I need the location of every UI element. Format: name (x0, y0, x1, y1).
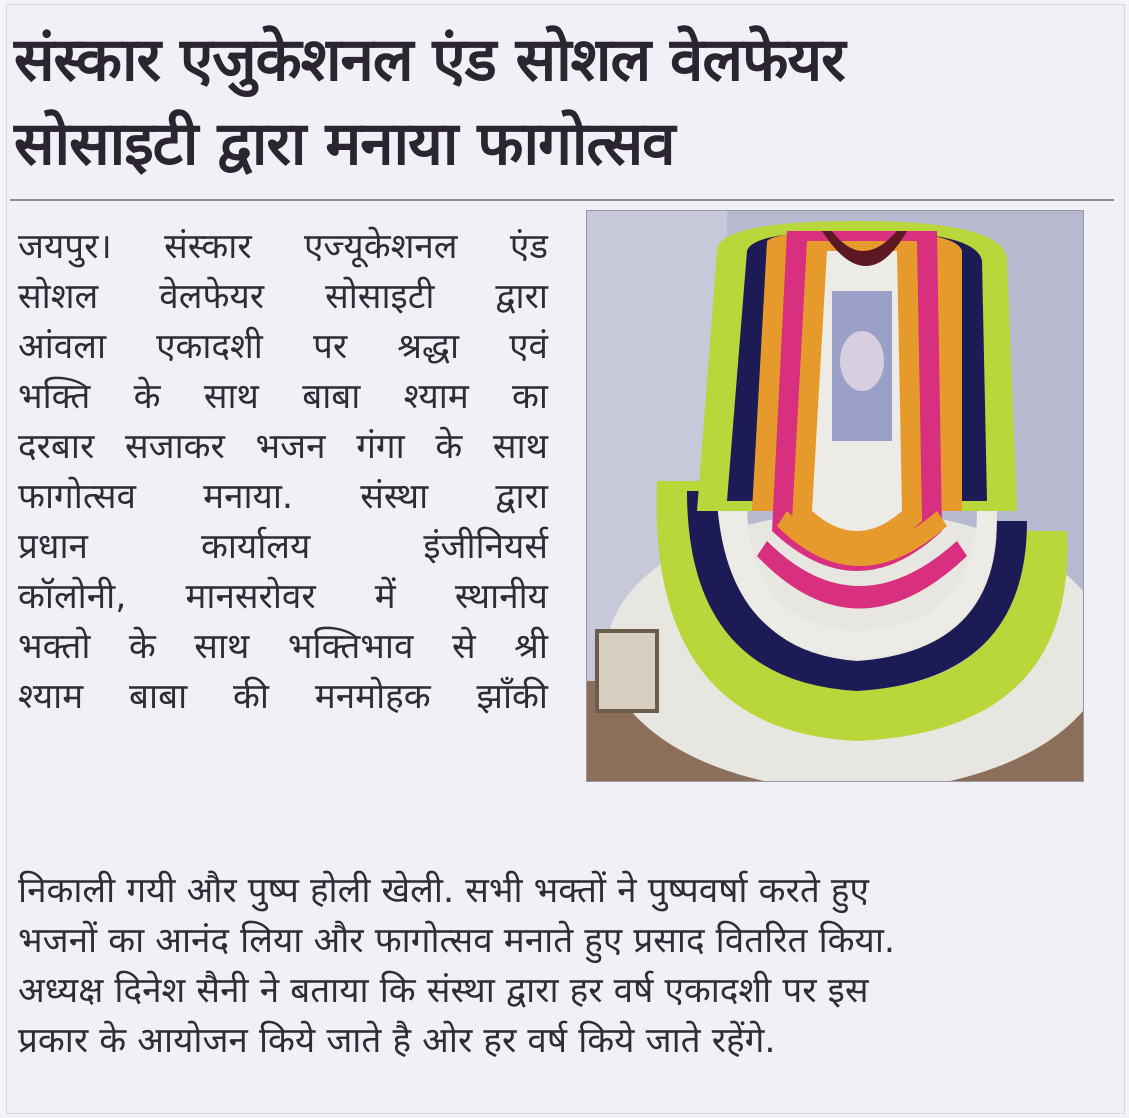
shrine-photo (586, 210, 1084, 782)
article-line: निकाली गयी और पुष्प होली खेली. सभी भक्तों ने पुष्पवर्षा करते हुए (18, 871, 869, 911)
article-column-text (18, 222, 548, 722)
article-line: प्रकार के आयोजन किये जाते है ओर हर वर्ष किये जाते रहेंगे. (18, 1021, 776, 1061)
article-line: भक्ति के साथ बाबा श्याम का (18, 377, 548, 417)
headline-divider (10, 199, 1114, 201)
article-full-width-text (18, 866, 1116, 1066)
article-line: भक्तो के साथ भक्तिभाव से श्री (18, 627, 548, 667)
article-line: सोशल वेलफेयर सोसाइटी द्वारा (18, 277, 548, 317)
article-line: श्याम बाबा की मनमोहक झाँकी (18, 677, 548, 717)
article-line: फागोत्सव मनाया. संस्था द्वारा (18, 477, 548, 517)
article-line: दरबार सजाकर भजन गंगा के साथ (18, 427, 548, 467)
article-line: आंवला एकादशी पर श्रद्धा एवं (18, 327, 548, 367)
article-line: प्रधान कार्यालय इंजीनियर्स (18, 527, 548, 567)
article-line: कॉलोनी, मानसरोवर में स्थानीय (18, 577, 548, 617)
article-line: अध्यक्ष दिनेश सैनी ने बताया कि संस्था द्वारा हर वर्ष एकादशी पर इस (18, 971, 869, 1011)
headline-line-1: संस्कार एजुकेशनल एंड सोशल वेलफेयर (14, 25, 845, 95)
article-line: जयपुर। संस्कार एज्यूकेशनल एंड (18, 227, 548, 267)
article-line: भजनों का आनंद लिया और फागोत्सव मनाते हुए प्रसाद वितरित किया. (18, 921, 896, 961)
headline-line-2: सोसाइटी द्वारा मनाया फागोत्सव (14, 109, 675, 179)
flower-decorated-shrine-icon (587, 211, 1083, 781)
headline (14, 18, 1114, 186)
